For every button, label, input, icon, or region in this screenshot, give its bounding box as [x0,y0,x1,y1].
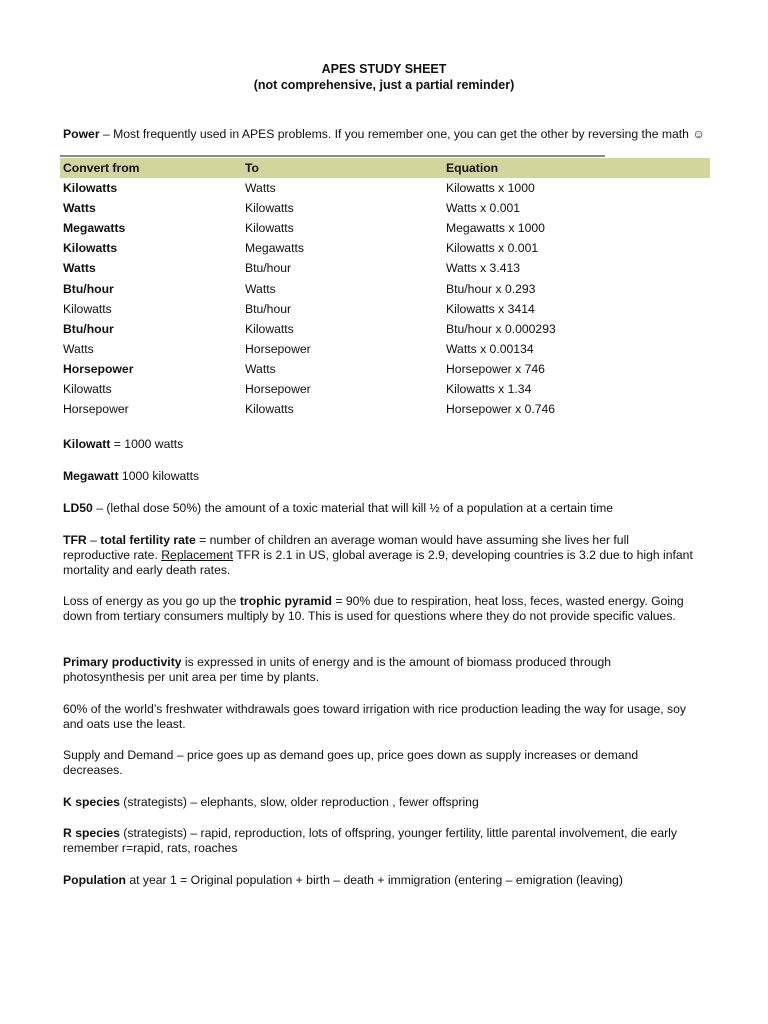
table-top-rule [60,155,605,157]
productivity-term: Primary productivity [63,655,182,669]
table-row [60,198,710,218]
cell-convert-from: Kilowatts [63,241,118,256]
cell-to: Btu/hour [245,261,292,276]
cell-convert-from: Btu/hour [63,321,114,336]
cell-to: Watts [245,361,276,376]
cell-to: Kilowatts [245,402,294,417]
cell-to: Horsepower [245,341,311,356]
cell-to: Watts [245,181,276,196]
page-subtitle: (not comprehensive, just a partial reminder) [253,78,515,92]
table-row [60,339,710,359]
megawatt-text: 1000 kilowatts [118,469,200,483]
table-row [60,359,710,379]
cell-convert-from: Kilowatts [63,381,112,396]
page-title: APES STUDY SHEET [321,62,447,76]
trophic-text-2: = 90% due to respiration, heat loss, feces, wasted energy. Going down from tertiary consumers multiply by 10. This is used for questions where they do not provide specific values. [63,594,684,623]
k-species-term: K species [63,795,120,809]
table-row [60,238,710,258]
tfr-paragraph [63,533,693,577]
table-row [60,299,710,319]
cell-to: Kilowatts [245,221,294,236]
megawatt-paragraph [63,469,703,484]
cell-convert-from: Watts [63,201,96,216]
cell-convert-from: Kilowatts [63,181,118,196]
tfr-text-2: TFR is 2.1 in US, global average is 2.9, developing countries is 3.2 due to high infant mortality and early death rates. [63,547,693,577]
cell-equation: Kilowatts x 1000 [446,181,535,196]
cell-convert-from: Horsepower [63,361,134,376]
trophic-text-1: Loss of energy as you go up the [63,594,240,608]
table-row [60,319,710,339]
kilowatt-text: = 1000 watts [110,437,184,451]
table-row [60,258,710,278]
kilowatt-term: Kilowatt [63,437,111,451]
power-paragraph [63,127,713,142]
population-text: at year 1 = Original population + birth – death + immigration (entering – emigration (leaving) [125,873,623,887]
tfr-term-full: total fertility rate [100,533,196,547]
table-row [60,178,710,198]
cell-equation: Kilowatts x 0.001 [446,241,539,256]
table-body [60,178,710,419]
cell-to: Btu/hour [245,301,292,316]
table-row [60,399,710,419]
cell-to: Horsepower [245,381,311,396]
cell-equation: Horsepower x 746 [446,361,545,376]
productivity-paragraph [63,655,688,685]
tfr-term: TFR [63,533,87,547]
power-term: Power [63,127,100,141]
table-row [60,379,710,399]
cell-equation: Watts x 3.413 [446,261,521,276]
cell-convert-from: Btu/hour [63,281,114,296]
cell-equation: Horsepower x 0.746 [446,402,556,417]
conversion-table [60,158,710,419]
power-text: – Most frequently used in APES problems. If you remember one, you can get the other by reversing the math ☺ [99,127,705,141]
r-species-paragraph [63,826,718,856]
header-to: To [245,161,259,175]
header-convert-from: Convert from [63,161,140,175]
k-species-paragraph [63,795,713,810]
k-species-text: (strategists) – elephants, slow, older reproduction , fewer offspring [119,795,479,809]
ld50-term: LD50 [63,501,93,515]
replacement-term: Replacement [161,547,234,562]
ld50-text: – (lethal dose 50%) the amount of a toxic material that will kill ½ of a population at a certain time [92,501,614,515]
cell-equation: Watts x 0.001 [446,201,521,216]
freshwater-paragraph: 60% of the world’s freshwater withdrawals goes toward irrigation with rice production leading the way for usage, soy and oats use the least. [63,702,687,731]
cell-convert-from: Watts [63,261,96,276]
cell-equation: Btu/hour x 0.000293 [446,321,556,336]
cell-to: Megawatts [245,241,304,256]
cell-to: Kilowatts [245,321,294,336]
table-row [60,278,710,298]
cell-equation: Megawatts x 1000 [446,221,545,236]
trophic-term: trophic pyramid [239,594,332,608]
header-equation: Equation [446,161,499,175]
tfr-text-1: = number of children an average woman would have assuming she lives her full reproductive rate. [63,533,629,562]
kilowatt-paragraph [63,437,703,452]
cell-equation: Kilowatts x 1.34 [446,381,532,396]
table-row [60,218,710,238]
r-species-text: (strategists) – rapid, reproduction, lots of offspring, younger fertility, little parental involvement, die early remember r=rapid, rats, roaches [63,826,677,855]
productivity-text: is expressed in units of energy and is the amount of biomass produced through photosynthesis per unit area per time by plants. [63,655,612,684]
population-paragraph [63,873,723,888]
cell-to: Kilowatts [245,201,294,216]
cell-to: Watts [245,281,276,296]
cell-convert-from: Megawatts [63,221,126,236]
cell-equation: Kilowatts x 3414 [446,301,535,316]
table-header-row [60,158,710,178]
trophic-paragraph [63,594,703,624]
cell-equation: Watts x 0.00134 [446,341,534,356]
ld50-paragraph [63,501,713,516]
supply-demand-paragraph: Supply and Demand – price goes up as demand goes up, price goes down as supply increases or demand decreases. [63,748,639,777]
tfr-dash: – [86,533,101,547]
cell-convert-from: Kilowatts [63,301,112,316]
cell-convert-from: Watts [63,341,94,356]
megawatt-term: Megawatt [63,469,119,483]
cell-equation: Btu/hour x 0.293 [446,281,536,296]
population-term: Population [63,873,126,887]
cell-convert-from: Horsepower [63,402,129,417]
r-species-term: R species [63,826,120,840]
